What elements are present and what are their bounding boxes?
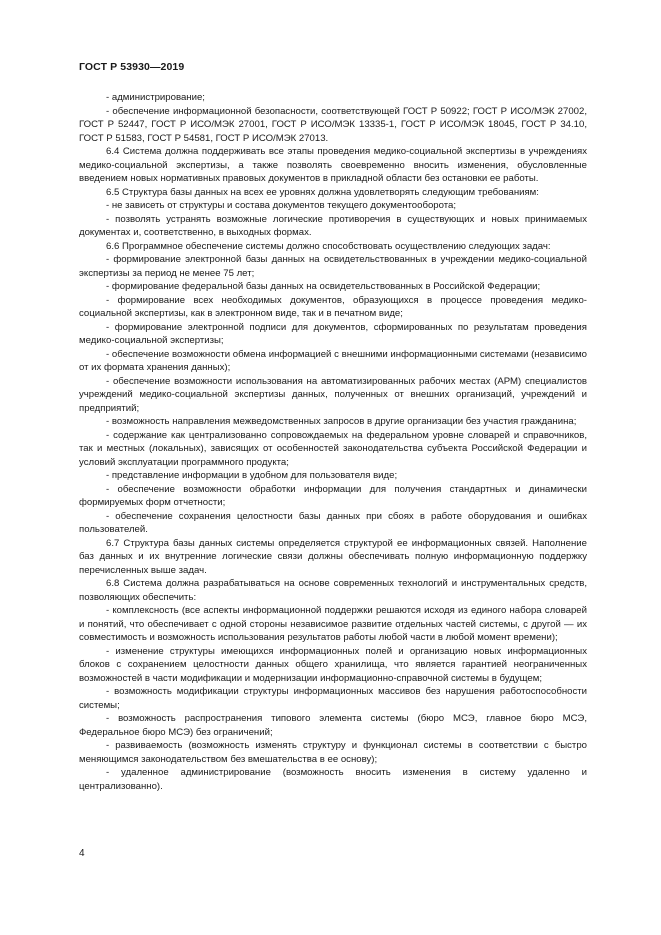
paragraph: - возможность направления межведомственных запросов в другие организации без участия гражданина; <box>106 416 577 427</box>
paragraph: - формирование всех необходимых документов, образующихся в процессе проведения медико-социальной экспертизы, как в электронном виде, так и в печатном виде; <box>79 294 587 319</box>
document-body <box>79 91 587 793</box>
paragraph: - обеспечение возможности обработки информации для получения стандартных и динамически формируемых форм отчетности; <box>79 483 587 508</box>
paragraph: 6.4 Система должна поддерживать все этапы проведения медико-социальной экспертизы в учреждениях медико-социальной экспертизы, а также позволять своевременно вносить изменения, обусловленные введением новых нормативных правовых документов в прикладной области без остановки ее работы. <box>79 146 587 184</box>
paragraph: - формирование федеральной базы данных на освидетельствованных в Российской Федерации; <box>106 281 541 292</box>
paragraph: 6.6 Программное обеспечение системы должно способствовать осуществлению следующих задач: <box>106 240 551 252</box>
paragraph: - администрирование; <box>106 92 205 103</box>
paragraph: - изменение структуры имеющихся информационных полей и организацию новых информационных блоков с сохранением целостности данных общего хранилища, что является гарантией неограниченных возможностей в части модификации и модернизации информационно-справочной системы в будущем; <box>79 645 587 684</box>
paragraph: - позволять устранять возможные логические противоречия в существующих и новых принимаемых документах и, соответственно, в выходных формах. <box>79 213 587 238</box>
paragraph: - возможность распространения типового элемента системы (бюро МСЭ, главное бюро МСЭ, Федеральное бюро МСЭ) без ограничений; <box>79 713 587 738</box>
paragraph: - содержание как централизованно сопровождаемых на федеральном уровне словарей и справочников, так и местных (локальных), зависящих от особенностей законодательства субъекта Российской Федерации и условий эксплуатации программного продукта; <box>79 429 587 468</box>
paragraph: - обеспечение информационной безопасности, соответствующей ГОСТ Р 50922; ГОСТ Р ИСО/МЭК 27002, ГОСТ Р 52447, ГОСТ Р ИСО/МЭК 27001, ГОСТ Р ИСО/МЭК 13335-1, ГОСТ Р ИСО/МЭК 18045, ГОСТ Р 34.10, ГОСТ Р 51583, ГОСТ Р 54581, ГОСТ Р ИСО/МЭК 27013. <box>79 105 587 144</box>
paragraph: - формирование электронной подписи для документов, сформированных по результатам проведения медико-социальной экспертизы; <box>79 321 587 346</box>
paragraph: - обеспечение возможности использования на автоматизированных рабочих местах (АРМ) специалистов учреждений медико-социальной экспертизы данных, полученных от внешних организаций, учреждений и предприятий; <box>79 375 587 414</box>
document-header: ГОСТ Р 53930—2019 <box>79 61 185 73</box>
paragraph: - представление информации в удобном для пользователя виде; <box>106 470 398 481</box>
paragraph: - обеспечение возможности обмена информацией с внешними информационными системами (независимо от их формата хранения данных); <box>79 348 587 373</box>
paragraph: - обеспечение сохранения целостности базы данных при сбоях в работе оборудования и ошибках пользователей. <box>79 510 587 535</box>
paragraph: - возможность модификации структуры информационных массивов без нарушения работоспособности системы; <box>79 686 587 711</box>
paragraph: 6.7 Структура базы данных системы определяется структурой ее информационных связей. Наполнение баз данных и их внутренние логические связи должны обеспечивать полную информационную поддержку перечисленных выше задач. <box>79 537 587 576</box>
paragraph: 6.5 Структура базы данных на всех ее уровнях должна удовлетворять следующим требованиям: <box>106 186 539 198</box>
page-number: 4 <box>79 848 85 859</box>
paragraph: 6.8 Система должна разрабатываться на основе современных технологий и инструментальных средств, позволяющих обеспечить: <box>79 578 587 603</box>
paragraph: - комплексность (все аспекты информационной поддержки решаются исходя из единого набора словарей и понятий, что обеспечивает с одной стороны независимое развитие отдельных частей системы, с другой — их совместимость и возможность использования результатов работы любой части в любой момент времени); <box>79 605 587 643</box>
paragraph: - развиваемость (возможность изменять структуру и функционал системы в соответствии с быстро меняющимся законодательством без вмешательства в ее основу); <box>79 740 587 765</box>
paragraph: - формирование электронной базы данных на освидетельствованных в учреждении медико-социальной экспертизы за период не менее 75 лет; <box>79 254 587 279</box>
paragraph: - удаленное администрирование (возможность вносить изменения в систему удаленно и централизованно). <box>79 767 587 792</box>
paragraph: - не зависеть от структуры и состава документов текущего документооборота; <box>106 200 457 211</box>
